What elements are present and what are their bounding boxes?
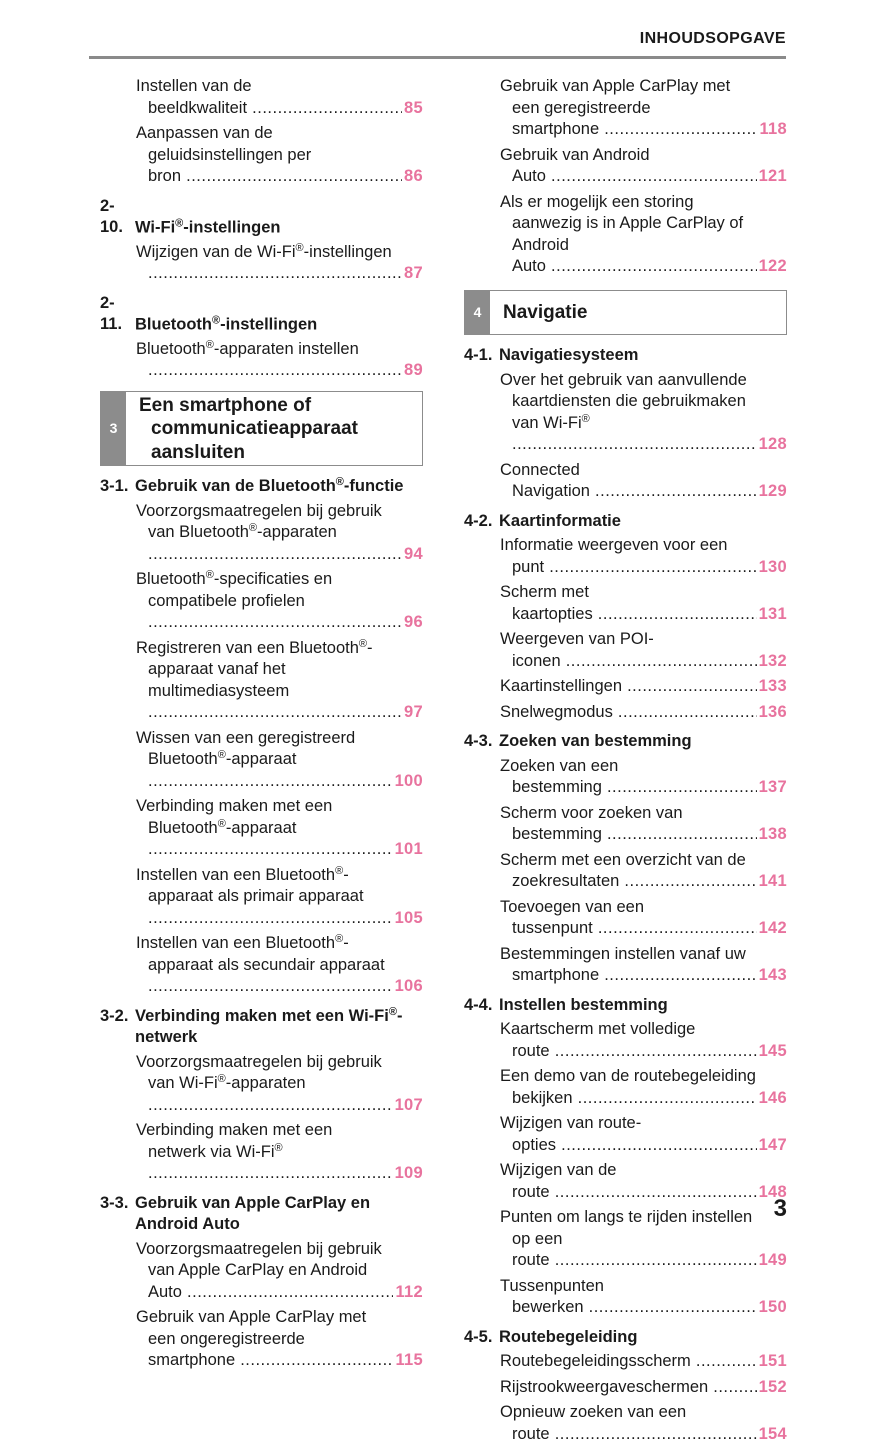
chapter-title: Navigatie xyxy=(503,301,588,323)
toc-entry-page[interactable]: 118 xyxy=(759,120,787,138)
section-number: 3-2. xyxy=(100,1006,129,1025)
toc-entry[interactable] xyxy=(464,1207,787,1272)
toc-entry[interactable] xyxy=(464,702,787,724)
toc-entry[interactable] xyxy=(464,370,787,456)
toc-entry-title: Scherm met een overzicht van de zoekresultaten ..... xyxy=(500,850,757,893)
toc-entry-page[interactable]: 109 xyxy=(394,1164,423,1182)
section-heading-4-4[interactable] xyxy=(464,995,787,1017)
section-number: 4-3. xyxy=(464,732,493,750)
toc-entry-title: Toevoegen van een tussenpunt ..... xyxy=(500,897,757,940)
toc-entry-page[interactable]: 138 xyxy=(758,825,787,843)
section-number: 2-10. xyxy=(100,196,123,236)
toc-entry[interactable] xyxy=(100,728,423,793)
registered-mark: ® xyxy=(274,1141,283,1154)
section-title: Navigatiesysteem xyxy=(499,346,639,364)
toc-entry-title: Wijzigen van de Wi-Fi®-instellingen ..... xyxy=(136,242,402,285)
toc-entry-title: Verbinding maken met een Bluetooth®-apparaat ..... xyxy=(136,796,393,861)
registered-mark: ® xyxy=(295,241,304,254)
toc-entry-page[interactable]: 154 xyxy=(758,1424,787,1443)
toc-entry-page[interactable]: 121 xyxy=(758,167,787,185)
toc-entry-title: Bluetooth®-specificaties en compatibele profielen ..... xyxy=(136,569,402,634)
toc-entry[interactable] xyxy=(464,1019,787,1062)
toc-entry-title: Instellen van de beeldkwaliteit ..... xyxy=(136,76,402,119)
toc-entry-title: Connected Navigation ..... xyxy=(500,460,757,503)
page-header-title: INHOUDSOPGAVE xyxy=(639,30,786,47)
toc-entry-page[interactable]: 107 xyxy=(394,1095,423,1114)
toc-entry[interactable] xyxy=(464,676,787,698)
section-heading-4-5[interactable] xyxy=(464,1327,787,1349)
toc-entry-title: Voorzorgsmaatregelen bij gebruik van Apple CarPlay en Android Auto ..... xyxy=(136,1239,393,1304)
toc-entry-page[interactable]: 133 xyxy=(758,677,787,695)
toc-entry-page[interactable]: 145 xyxy=(758,1041,787,1060)
toc-entry-page[interactable]: 89 xyxy=(404,361,423,379)
chapter-number: 3 xyxy=(101,392,126,466)
section-title: Zoeken van bestemming xyxy=(499,732,692,750)
chapter-box-3[interactable] xyxy=(100,391,423,467)
toc-entry-page[interactable]: 152 xyxy=(758,1377,787,1396)
section-heading-3-3[interactable] xyxy=(100,1193,423,1236)
toc-entry[interactable] xyxy=(464,145,787,188)
toc-entry-page[interactable]: 149 xyxy=(758,1251,787,1269)
toc-entry-page[interactable]: 137 xyxy=(758,778,787,796)
registered-mark: ® xyxy=(581,412,590,425)
section-title: Wi-Fi xyxy=(135,218,176,236)
section-title: Instellen bestemming xyxy=(499,995,668,1014)
registered-mark: ® xyxy=(205,569,214,581)
toc-entry-title: Gebruik van Apple CarPlay met een geregistreerde smartphone ..... xyxy=(500,76,757,141)
toc-entry-title: Bluetooth®-apparaten instellen ..... xyxy=(136,339,402,382)
toc-entry-title: Scherm met kaartopties ..... xyxy=(500,582,757,625)
toc-entry[interactable] xyxy=(464,1402,787,1445)
toc-entry[interactable] xyxy=(100,569,423,634)
toc-entry[interactable] xyxy=(464,1160,787,1203)
toc-entry-page[interactable]: 101 xyxy=(394,840,423,858)
toc-entry-page[interactable]: 115 xyxy=(395,1351,423,1369)
section-number: 4-2. xyxy=(464,511,493,530)
toc-entry[interactable] xyxy=(100,123,423,188)
toc-entry[interactable] xyxy=(100,501,423,566)
toc-entry-title: Tussenpunten bewerken ..... xyxy=(500,1276,757,1319)
toc-entry-page[interactable]: 86 xyxy=(404,167,423,185)
section-title-suffix: -functie xyxy=(343,477,404,495)
section-title-suffix: -netwerk xyxy=(135,1006,403,1046)
section-title-suffix: -instellingen xyxy=(220,315,318,333)
section-number: 2-11. xyxy=(100,293,123,333)
toc-entry-page[interactable]: 97 xyxy=(404,703,423,721)
toc-entry-title: Scherm voor zoeken van bestemming ..... xyxy=(500,803,757,846)
toc-entry[interactable] xyxy=(464,192,787,278)
toc-entry-page[interactable]: 142 xyxy=(758,919,787,937)
chapter-title: Een smartphone of communicatieapparaat aansluiten xyxy=(139,394,358,463)
toc-entry-page[interactable]: 150 xyxy=(758,1298,787,1316)
toc-entry-page[interactable]: 94 xyxy=(404,544,423,563)
toc-entry-title: Registreren van een Bluetooth®-apparaat vanaf het multimediasysteem ..... xyxy=(136,638,402,724)
toc-entry-page[interactable]: 148 xyxy=(758,1182,787,1201)
section-title: Gebruik van de Bluetooth xyxy=(135,477,336,495)
chapter-number: 4 xyxy=(465,291,490,335)
toc-entry-page[interactable]: 146 xyxy=(758,1088,787,1107)
header-divider xyxy=(89,56,786,59)
section-heading-4-3[interactable] xyxy=(464,731,787,753)
section-title: Routebegeleiding xyxy=(499,1327,638,1346)
toc-entry[interactable] xyxy=(100,339,423,382)
toc-entry-title: Zoeken van een bestemming ..... xyxy=(500,756,757,799)
toc-entry[interactable] xyxy=(100,1052,423,1117)
toc-entry[interactable] xyxy=(464,582,787,625)
toc-entry-page[interactable]: 85 xyxy=(404,98,423,117)
toc-entry[interactable] xyxy=(100,1120,423,1185)
toc-entry[interactable] xyxy=(100,1307,423,1372)
toc-entry-title: Als er mogelijk een storing aanwezig is in Apple CarPlay of Android Auto ..... xyxy=(500,192,757,278)
toc-entry[interactable] xyxy=(100,638,423,724)
toc-entry-title: Voorzorgsmaatregelen bij gebruik van Bluetooth®-apparaten ..... xyxy=(136,501,402,566)
toc-entry-page[interactable]: 151 xyxy=(758,1352,787,1370)
toc-entry[interactable] xyxy=(464,629,787,672)
toc-right-column xyxy=(464,76,787,1449)
toc-entry[interactable] xyxy=(100,865,423,930)
toc-entry[interactable] xyxy=(464,1377,787,1399)
section-heading-3-2[interactable] xyxy=(100,1006,423,1049)
toc-entry-page[interactable]: 112 xyxy=(395,1282,423,1301)
registered-mark: ® xyxy=(335,475,344,488)
toc-entry-title: Wijzigen van route-opties ..... xyxy=(500,1113,757,1156)
toc-entry[interactable] xyxy=(100,1239,423,1304)
section-title: Bluetooth xyxy=(135,315,212,333)
toc-entry-page[interactable]: 143 xyxy=(758,966,787,984)
toc-entry[interactable] xyxy=(464,944,787,987)
toc-entry-title: Wijzigen van de route ..... xyxy=(500,1160,757,1203)
toc-entry-page[interactable]: 128 xyxy=(758,435,787,453)
section-number: 3-1. xyxy=(100,477,129,495)
toc-entry-title: Routebegeleidingsscherm ..... xyxy=(500,1351,757,1373)
registered-mark: ® xyxy=(205,338,214,351)
toc-entry[interactable] xyxy=(464,850,787,893)
toc-entry[interactable] xyxy=(464,535,787,578)
registered-mark: ® xyxy=(388,1005,397,1018)
toc-entry-page[interactable]: 96 xyxy=(404,613,423,631)
registered-mark: ® xyxy=(217,817,226,830)
toc-entry-page[interactable]: 136 xyxy=(758,702,787,721)
toc-entry[interactable] xyxy=(100,242,423,285)
registered-mark: ® xyxy=(217,1072,226,1085)
toc-entry-title: Verbinding maken met een netwerk via Wi-Fi® ..... xyxy=(136,1120,393,1185)
toc-entry-page[interactable]: 141 xyxy=(758,872,787,890)
registered-mark: ® xyxy=(211,313,221,326)
toc-entry-page[interactable]: 106 xyxy=(394,977,423,995)
toc-entry-title: Punten om langs te rijden instellen op een route ..... xyxy=(500,1207,757,1272)
section-title: Verbinding maken met een Wi-Fi xyxy=(135,1006,389,1025)
toc-entry-page[interactable]: 130 xyxy=(758,557,787,576)
registered-mark: ® xyxy=(217,748,226,761)
toc-entry-title: Wissen van een geregistreerd Bluetooth®-apparaat ..... xyxy=(136,728,393,793)
toc-entry[interactable] xyxy=(100,76,423,119)
toc-entry-title: Rijstrookweergaveschermen ..... xyxy=(500,1377,757,1399)
toc-entry-page[interactable]: 147 xyxy=(758,1135,787,1154)
section-heading-4-1[interactable] xyxy=(464,345,787,367)
registered-mark: ® xyxy=(248,521,258,534)
toc-entry[interactable] xyxy=(464,897,787,940)
toc-left-column xyxy=(100,76,423,1376)
toc-entry-page[interactable]: 132 xyxy=(758,651,787,670)
toc-entry-title: Bestemmingen instellen vanaf uw smartphone ..... xyxy=(500,944,757,987)
section-title: Gebruik van Apple CarPlay en Android Auto xyxy=(135,1193,371,1233)
toc-entry-title: Aanpassen van de geluidsinstellingen per bron ..... xyxy=(136,123,402,188)
toc-entry-page[interactable]: 100 xyxy=(394,771,423,790)
toc-entry-page[interactable]: 131 xyxy=(758,604,787,623)
section-number: 4-5. xyxy=(464,1327,493,1346)
toc-entry-title: Snelwegmodus ..... xyxy=(500,702,757,724)
section-heading-3-1[interactable] xyxy=(100,476,423,498)
toc-entry-page[interactable]: 105 xyxy=(394,908,423,927)
registered-mark: ® xyxy=(175,216,184,229)
toc-entry-title: Kaartinstellingen ..... xyxy=(500,676,757,698)
toc-entry[interactable] xyxy=(464,1351,787,1373)
registered-mark: ® xyxy=(335,933,344,945)
page-number: 3 xyxy=(773,1195,787,1222)
section-heading-2-11[interactable] xyxy=(100,293,423,336)
section-title: Kaartinformatie xyxy=(499,511,621,530)
toc-entry[interactable] xyxy=(100,796,423,861)
chapter-box-4[interactable] xyxy=(464,290,787,336)
section-heading-4-2[interactable] xyxy=(464,511,787,533)
toc-entry[interactable] xyxy=(100,933,423,998)
toc-entry-title: Instellen van een Bluetooth®-apparaat als primair apparaat ..... xyxy=(136,865,393,930)
toc-entry-title: Gebruik van Apple CarPlay met een ongeregistreerde smartphone ..... xyxy=(136,1307,393,1372)
toc-entry[interactable] xyxy=(464,76,787,141)
registered-mark: ® xyxy=(358,637,368,650)
toc-entry-title: Kaartscherm met volledige route ..... xyxy=(500,1019,757,1062)
toc-entry-title: Opnieuw zoeken van een route ..... xyxy=(500,1402,757,1445)
toc-entry[interactable] xyxy=(464,756,787,799)
section-number: 4-1. xyxy=(464,346,493,364)
section-heading-2-10[interactable] xyxy=(100,196,423,239)
toc-entry-title: Informatie weergeven voor een punt ..... xyxy=(500,535,757,578)
toc-entry-page[interactable]: 129 xyxy=(758,482,787,500)
section-title-suffix: -instellingen xyxy=(183,218,281,236)
toc-entry-title: Weergeven van POI-iconen ..... xyxy=(500,629,757,672)
toc-entry-title: Een demo van de routebegeleiding bekijken ..... xyxy=(500,1066,757,1109)
toc-entry-page[interactable]: 87 xyxy=(404,264,423,282)
toc-entry-title: Over het gebruik van aanvullende kaartdiensten die gebruikmaken van Wi-Fi® ..... xyxy=(500,370,757,456)
section-number: 4-4. xyxy=(464,995,493,1014)
toc-entry[interactable] xyxy=(464,803,787,846)
toc-entry[interactable] xyxy=(464,1066,787,1109)
section-number: 3-3. xyxy=(100,1193,129,1212)
registered-mark: ® xyxy=(335,864,344,877)
toc-entry[interactable] xyxy=(464,1276,787,1319)
toc-entry-title: Gebruik van Android Auto ..... xyxy=(500,145,757,188)
toc-entry[interactable] xyxy=(464,1113,787,1156)
toc-entry-page[interactable]: 122 xyxy=(758,257,787,275)
toc-entry-title: Voorzorgsmaatregelen bij gebruik van Wi-Fi®-apparaten ..... xyxy=(136,1052,393,1117)
toc-entry-title: Instellen van een Bluetooth®-apparaat als secundair apparaat ..... xyxy=(136,933,393,998)
toc-entry[interactable] xyxy=(464,460,787,503)
